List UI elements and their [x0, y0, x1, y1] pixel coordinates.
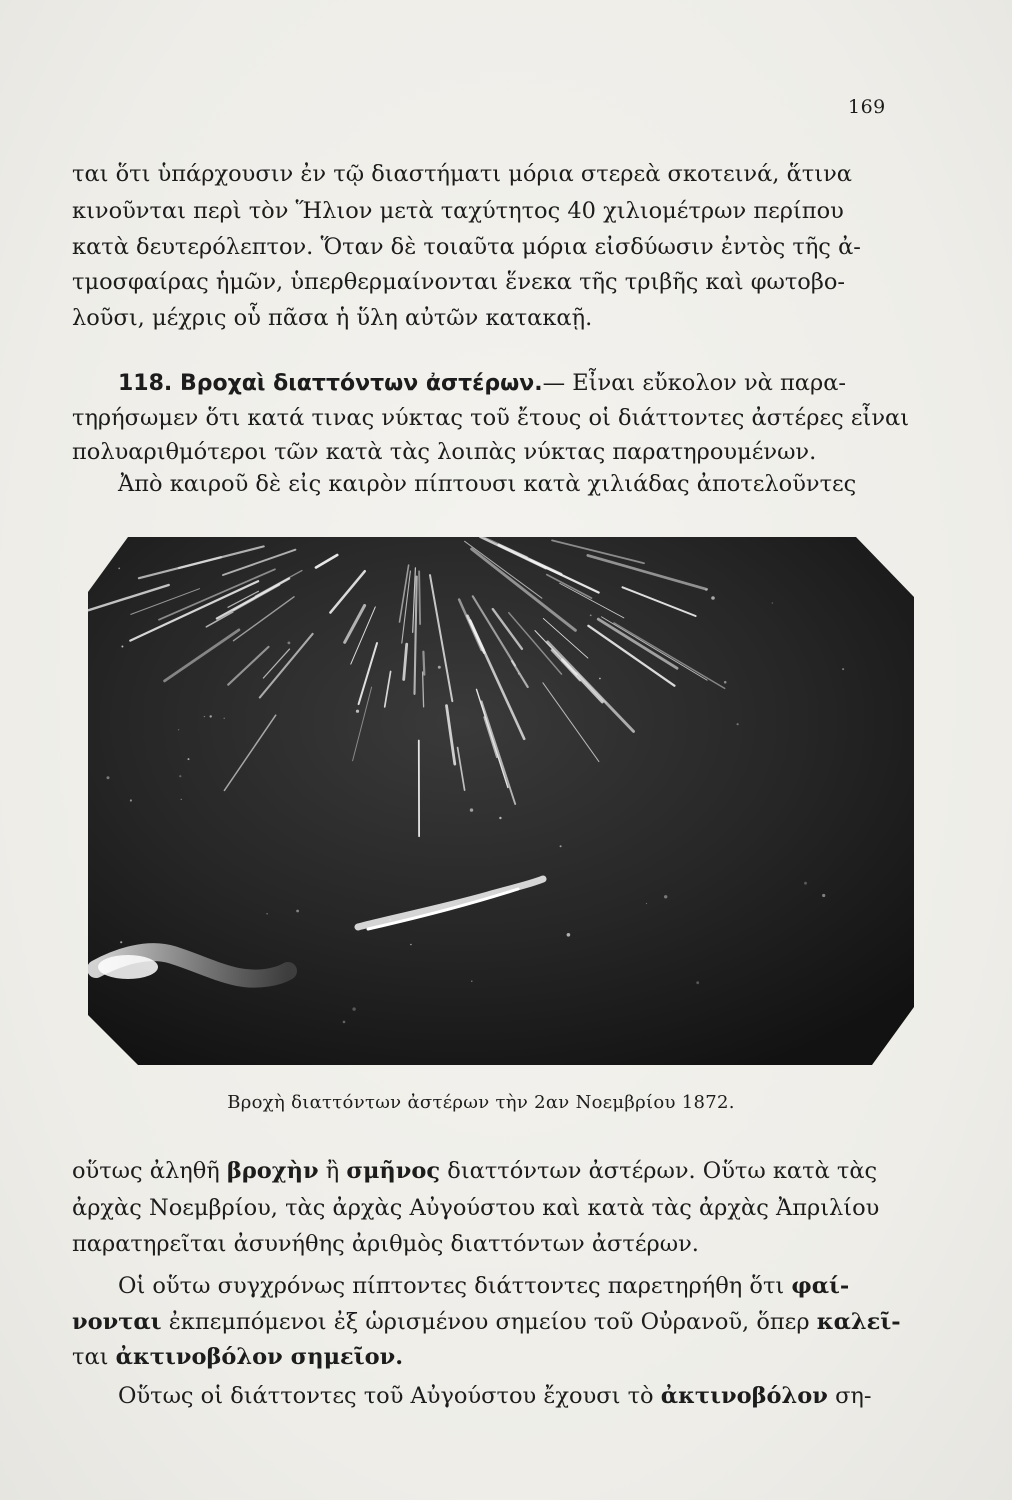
star-dot [518, 673, 519, 674]
text-line: παρατηρεῖται ἀσυνήθης ἀριθμὸς διαττόντων ἀστέρων. [72, 1231, 699, 1257]
text-line [72, 1157, 877, 1185]
star-dot [224, 718, 225, 719]
star-dot [188, 758, 190, 760]
text-run: διαττόντων ἀστέρων. Οὕτω κατὰ τὰς [440, 1158, 878, 1184]
star-dot [352, 1007, 355, 1010]
text-line [118, 1272, 849, 1300]
text-line [72, 1343, 403, 1371]
star-dot [711, 596, 715, 600]
star-dot [120, 941, 122, 943]
text-line [118, 1382, 872, 1410]
bold-term-sminos: σμῆνος [346, 1158, 441, 1184]
star-dot [343, 1021, 346, 1024]
star-dot [646, 903, 647, 904]
bold-term-vrochi: βροχὴν [226, 1158, 319, 1184]
figure-caption-text: Βροχὴ διαττόντων ἀστέρων τὴν 2αν Νοεμβρίου 1872. [227, 1092, 735, 1113]
text-line: κινοῦνται περὶ τὸν Ἥλιον μετὰ ταχύτητος 40 χιλιομέτρων περίπου [72, 198, 844, 224]
star-dot [118, 568, 120, 570]
star-dot [438, 666, 441, 669]
text-line: Ἀπὸ καιροῦ δὲ εἰς καιρὸν πίπτουσι κατὰ χιλιάδας ἀποτελοῦντες [118, 471, 857, 497]
star-dot [178, 729, 179, 730]
star-dot [107, 776, 110, 779]
text-run: ση- [827, 1383, 872, 1409]
star-dot [410, 944, 412, 946]
text-run: ἢ [318, 1158, 347, 1184]
text-line: τμοσφαίρας ἡμῶν, ὑπερθερμαίνονται ἕνεκα τῆς τριβῆς καὶ φωτοβο- [72, 269, 846, 295]
text-line: κατὰ δευτερόλεπτον. Ὅταν δὲ τοιαῦτα μόρια εἰσδύωσιν ἐντὸς τῆς ἀ- [72, 234, 861, 260]
star-dot [567, 933, 571, 937]
text-run: ται [72, 1344, 116, 1370]
text-run: ἐκπεμπόμενοι ἐξ ὡρισμένου σημείου τοῦ Οὐρανοῦ, ὅπερ [161, 1309, 817, 1335]
star-dot [664, 895, 667, 898]
star-dot [179, 775, 181, 777]
star-dot [842, 668, 844, 670]
star-dot [471, 981, 472, 982]
page-number: 169 [848, 96, 886, 118]
text-run: Οὕτως οἱ διάττοντες τοῦ Αὐγούστου ἔχουσι τὸ [118, 1383, 661, 1409]
text-line: ται ὅτι ὑπάρχουσιν ἐν τῷ διαστήματι μόρια στερεὰ σκοτεινά, ἅτινα [72, 161, 852, 187]
star-dot [266, 913, 267, 914]
text-line [72, 1308, 901, 1336]
text-line: ἀρχὰς Νοεμβρίου, τὰς ἀρχὰς Αὐγούστου καὶ κατὰ τὰς ἀρχὰς Ἀπριλίου [72, 1195, 880, 1221]
photograph-image [88, 537, 914, 1065]
star-dot [804, 882, 807, 885]
bold-term: καλεῖ- [816, 1309, 901, 1335]
star-dot [590, 615, 592, 617]
bold-term: νονται [72, 1309, 162, 1335]
star-dot [724, 681, 727, 684]
star-dot [599, 678, 601, 680]
star-dot [737, 723, 739, 725]
star-dot [696, 981, 699, 984]
text-line: λοῦσι, μέχρις οὗ πᾶσα ἡ ὕλη αὐτῶν κατακαῇ. [72, 305, 593, 331]
text-run: Οἱ οὕτω συγχρόνως πίπτοντες διάττοντες παρετηρήθη ὅτι [118, 1273, 792, 1299]
star-dot [822, 894, 825, 897]
star-dot [499, 817, 501, 819]
bold-term: φαί- [791, 1273, 850, 1299]
star-dot [560, 845, 562, 847]
star-dot [204, 716, 205, 717]
text-run: οὕτως ἀληθῆ [72, 1158, 227, 1184]
figure-caption [0, 1092, 1012, 1113]
text-line: τηρήσωμεν ὅτι κατά τινας νύκτας τοῦ ἔτους οἱ διάττοντες ἀστέρες εἶναι [72, 405, 910, 431]
section-heading-line [118, 369, 846, 398]
star-dot [288, 642, 291, 645]
meteor-streak [419, 571, 420, 624]
text-line: πολυαριθμότεροι τῶν κατὰ τὰς λοιπὰς νύκτας παρατηρουμένων. [72, 439, 817, 465]
meteor-shower-photograph [88, 537, 914, 1065]
star-dot [130, 799, 132, 801]
star-dot [121, 646, 123, 648]
section-heading-tail: — Εἶναι εὔκολον νὰ παρα- [542, 370, 846, 396]
section-heading: 118. Βροχαὶ διαττόντων ἀστέρων. [118, 371, 543, 396]
star-dot [210, 715, 212, 717]
star-dot [772, 602, 774, 604]
bold-term: ἀκτινοβόλον [660, 1383, 828, 1409]
photograph-frame [88, 537, 914, 1065]
star-dot [181, 799, 182, 800]
star-dot [705, 589, 707, 591]
meteor-streak [423, 652, 424, 675]
star-dot [470, 808, 473, 811]
bold-term-radiant-point: ἀκτινοβόλον σημεῖον. [115, 1344, 404, 1370]
star-dot [296, 910, 299, 913]
star-dot [356, 710, 359, 713]
